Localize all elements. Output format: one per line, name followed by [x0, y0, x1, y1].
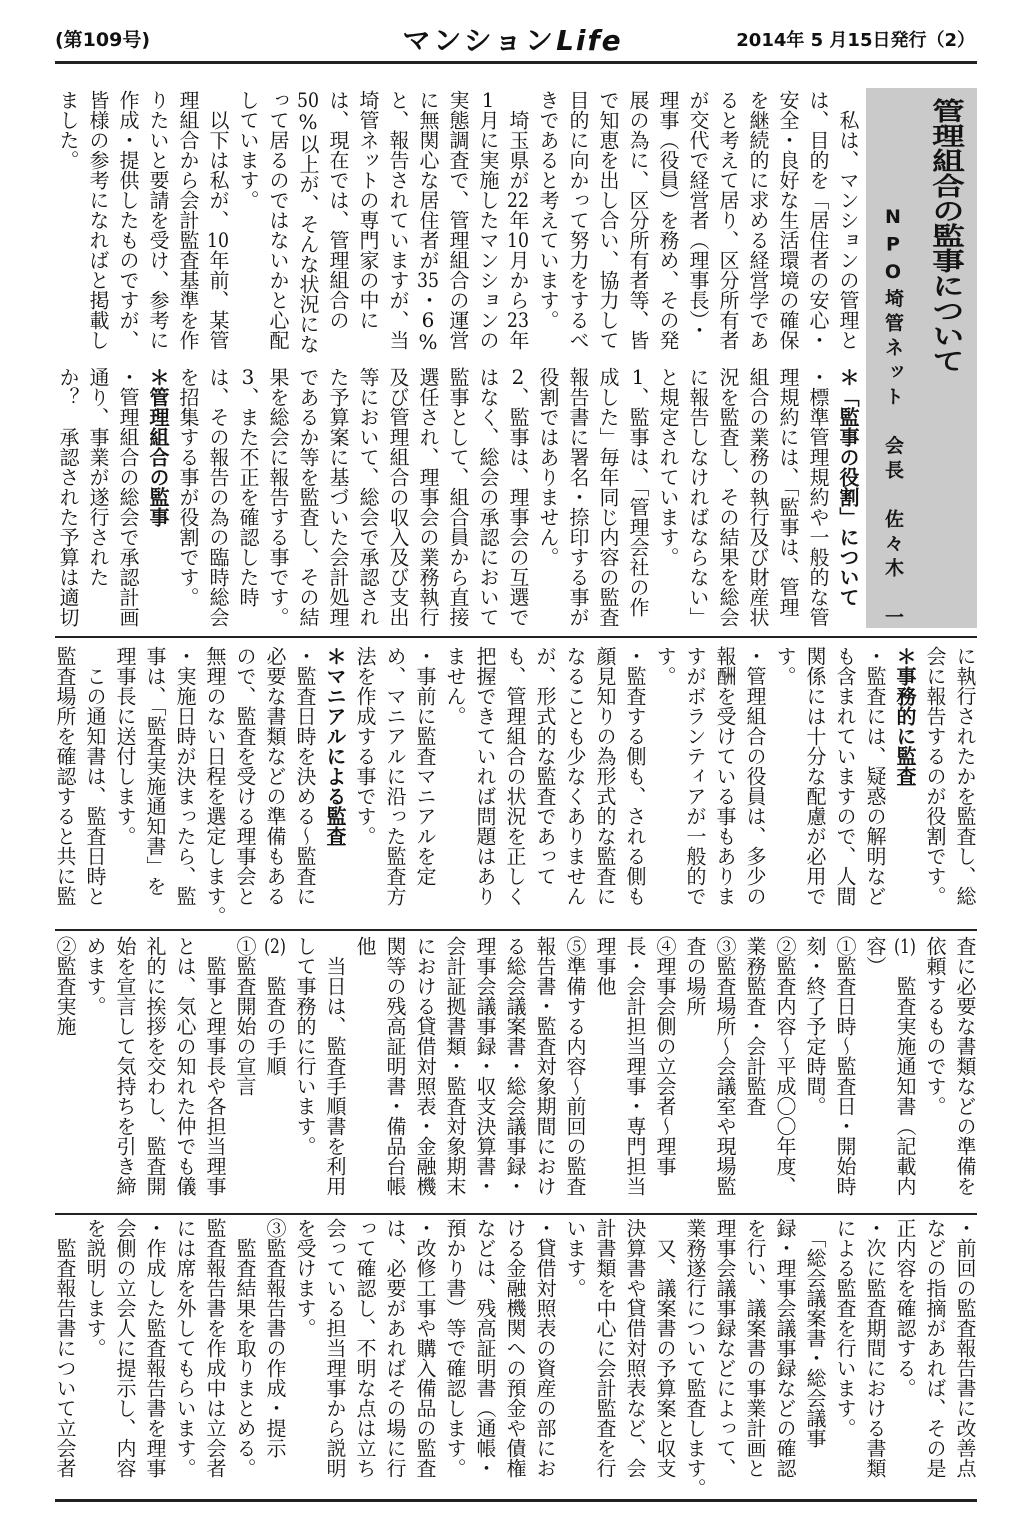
text-column: 実態調査で、管理組合の運営	[446, 90, 470, 350]
text-column: 監査報告書について立会者	[53, 1218, 77, 1478]
text-column: ・標準管理規約や一般的な管	[806, 367, 830, 627]
text-column: 長・会計担当理事・専門担当	[623, 936, 647, 1196]
text-column: 1、監事は、「管理会社の作	[626, 367, 650, 617]
text-column: ③監査報告書の作成・提示	[263, 1218, 287, 1458]
text-column: ました。	[56, 90, 80, 170]
text-column: 報酬を受けている事もありま	[713, 646, 737, 906]
text-column: ②監査内容〜平成〇〇年度、	[773, 936, 797, 1196]
text-column: 業務遂行について監査します。	[683, 1218, 707, 1498]
text-column: には席を外してもらいます。	[173, 1218, 197, 1478]
text-column: めます。	[83, 936, 107, 1016]
text-column: 把握できていれば問題はあり	[473, 646, 497, 906]
text-column: ②監査実施	[53, 936, 77, 1036]
text-column: ・作成した監査報告書を理事	[143, 1218, 167, 1478]
text-column: を行い、議案書の事業計画と	[743, 1218, 767, 1478]
section-heading-column: ＊「監事の役割」について	[836, 367, 860, 607]
text-column: います。	[563, 1218, 587, 1298]
article-tier-2	[50, 646, 980, 926]
text-column: 理組合から会計監査基準を作	[176, 90, 200, 350]
text-column: 2、監事は、理事会の互選で	[506, 367, 530, 627]
text-column: を受けます。	[293, 1218, 317, 1338]
text-column: 理事他	[593, 936, 617, 996]
text-column: ①監査開始の宣言	[233, 936, 257, 1096]
text-column: ません。	[443, 646, 467, 726]
article-tier-4	[50, 1218, 980, 1498]
text-column: と規定されています。	[656, 367, 680, 567]
section-heading-column: ＊マニアルによる監査	[323, 646, 347, 846]
text-column: における貸借対照表・金融機	[413, 936, 437, 1196]
text-column: 会計証拠書類・監査対象期末	[443, 936, 467, 1196]
text-column: って確認し、不明な点は立ち	[353, 1218, 377, 1478]
text-column: 査に必要な書類などの準備を	[953, 936, 977, 1196]
text-column: 理事会議事録・収支決算書・	[473, 936, 497, 1196]
text-column: 目的に向かって努力をするべ	[566, 90, 590, 350]
text-column: 展の為に、区分所有者等、皆	[626, 90, 650, 350]
text-column: で知恵を出し合い、協力して	[596, 90, 620, 350]
text-column: 会側の立会人に提示し、内容	[113, 1218, 137, 1478]
text-column: を説明します。	[83, 1218, 107, 1358]
text-column: 決算書や貸借対照表など、会	[623, 1218, 647, 1478]
text-column: 当日は、監査手順書を利用	[323, 936, 347, 1196]
text-column: 通り、事業が遂行された	[86, 367, 110, 587]
text-column: 組合の業務の執行及び財産状	[746, 367, 770, 627]
text-column: も、管理組合の状況を正しく	[503, 646, 527, 906]
text-column: による監査を行います。	[833, 1218, 857, 1438]
text-column: と、報告されていますが、当	[386, 90, 410, 350]
text-column: 正内容を確認する。	[893, 1218, 917, 1398]
text-column: 関係には十分な配慮が必用で	[803, 646, 827, 906]
text-column: りたいと要請を受け、参考に	[146, 90, 170, 350]
text-column: は、その報告の為の臨時総会	[206, 367, 230, 627]
footer-divider	[55, 1499, 977, 1502]
publication-date: 2014年 5 月15日発行（2）	[736, 30, 975, 51]
text-column: ④理事会側の立会者〜理事	[653, 936, 677, 1176]
text-column: ③監査場所〜会議室や現場監	[713, 936, 737, 1196]
text-column: る総会議案書・総会議事録・	[503, 936, 527, 1196]
text-column: 会に報告するのが役割です。	[923, 646, 947, 906]
text-column: 報告書に署名・捺印する事が	[566, 367, 590, 627]
text-column: 成した」毎年同じ内容の監査	[596, 367, 620, 627]
text-column: 又、議案書の予算案と収支	[653, 1218, 677, 1478]
text-column: しています。	[236, 90, 260, 210]
article-tier-3	[50, 936, 980, 1206]
text-column: ・監査する側も、される側も	[623, 646, 647, 906]
text-column: 監査報告書を作成中は立会者	[203, 1218, 227, 1478]
text-column: 理事（役員）を務め、その発	[656, 90, 680, 350]
section-heading-column: ＊管理組合の監事	[146, 367, 170, 527]
text-column: 及び管理組合の収入及び支出	[386, 367, 410, 627]
text-column: 礼的に挨拶を交わし、監査開	[143, 936, 167, 1196]
text-column: 「総会議案書・総会議事	[803, 1218, 827, 1448]
text-column: 録・理事会議事録などの確認	[773, 1218, 797, 1478]
text-column: ・事前に監査マニアルを定	[413, 646, 437, 886]
text-column: に報告しなければならない」	[686, 367, 710, 627]
text-column: 作成・提供したものですが、	[116, 90, 140, 350]
text-column: ⑤準備する内容〜前回の監査	[563, 936, 587, 1196]
text-column: 事は、「監査実施通知書」を	[143, 646, 167, 896]
tier-divider	[55, 1213, 977, 1215]
text-column: 顔見知りの為形式的な監査に	[593, 646, 617, 906]
text-column: が、形式的な監査であって	[533, 646, 557, 886]
text-column: ・実施日時が決まったら、監	[173, 646, 197, 906]
text-column: 選任され、理事会の業務執行	[416, 367, 440, 627]
text-column: ・前回の監査報告書に改善点	[953, 1218, 977, 1478]
text-column: た予算案に基づいた会計処理	[326, 367, 350, 627]
text-column: は、目的を「居住者の安心・	[806, 90, 830, 350]
text-column: ・次に監査期間における書類	[863, 1218, 887, 1478]
text-column: ・改修工事や購入備品の監査	[413, 1218, 437, 1478]
text-column: 3、また不正を確認した時	[236, 367, 260, 607]
text-column: 他	[353, 936, 377, 956]
text-column: か？ 承認された予算は適切	[56, 367, 80, 627]
text-column: 役割ではありません。	[536, 367, 560, 567]
tier-divider	[55, 636, 977, 638]
article-tier-1-upper	[53, 90, 863, 352]
article-title: 管理組合の監事について	[927, 98, 966, 373]
text-column: 報告書・監査対象期間におけ	[533, 936, 557, 1196]
text-column: 会っている担当理事から説明	[323, 1218, 347, 1478]
text-column: 埼玉県が22年10月から23年	[506, 90, 530, 350]
text-column: 理事長に送付します。	[113, 646, 137, 846]
text-column: 以下は私が、10年前、某管	[206, 90, 230, 350]
text-column: ・監査には、疑惑の解明など	[863, 646, 887, 906]
text-column: は、必要があればその場に行	[383, 1218, 407, 1478]
text-column: 無理のない日程を選定します。	[203, 646, 227, 926]
text-column: すがボランティアが一般的で	[683, 646, 707, 906]
text-column: は、現在では、管理組合の	[326, 90, 350, 330]
text-column: め、マニアルに沿った監査方	[383, 646, 407, 906]
text-column: 始を宣言して気持ちを引き締	[113, 936, 137, 1196]
text-column: 監査結果を取りまとめる。	[233, 1218, 257, 1478]
text-column: って居るのではないかと心配	[266, 90, 290, 350]
text-column: 況を監査し、その結果を総会	[716, 367, 740, 627]
text-column: などの指摘があれば、その是	[923, 1218, 947, 1478]
text-column: ける金融機関への預金や債権	[503, 1218, 527, 1478]
text-column: 1月に実施したマンションの	[476, 90, 500, 350]
text-column: 理事会議事録などによって、	[713, 1218, 737, 1478]
text-column: とは、気心の知れた仲でも儀	[173, 936, 197, 1196]
text-column: ると考えて居り、区分所有者	[716, 90, 740, 350]
text-column: きであると考えています。	[536, 90, 560, 330]
text-column: 刻・終了予定時間。	[803, 936, 827, 1116]
text-column: 法を作成する事です。	[353, 646, 377, 846]
text-column: ①監査日時〜監査日・開始時	[833, 936, 857, 1196]
text-column: 埼管ネットの専門家の中に	[356, 90, 380, 330]
header-divider	[55, 61, 977, 64]
text-column: (1) 監査実施通知書（記載内	[893, 936, 917, 1196]
text-column: ・貸借対照表の資産の部にお	[533, 1218, 557, 1478]
text-column: なることも少なくありません	[563, 646, 587, 906]
text-column: も含まれていますので、人間	[833, 646, 857, 906]
title-box	[866, 88, 977, 632]
section-heading-column: ＊事務的に監査	[893, 646, 917, 786]
text-column: す。	[773, 646, 797, 686]
text-column: (2) 監査の手順	[263, 936, 287, 1076]
text-column: 関等の残高証明書・備品台帳	[383, 936, 407, 1196]
article-byline: NPO埼管ネット 会長 佐々木 一	[882, 206, 904, 632]
text-column: ・管理組合の役員は、多少の	[743, 646, 767, 906]
logo-accent-text: Life	[556, 24, 623, 57]
text-column: 必要な書類などの準備もある	[263, 646, 287, 906]
text-column: 容）	[863, 936, 887, 976]
text-column: 業務監査・会計監査	[743, 936, 767, 1116]
text-column: 安全・良好な生活環境の確保	[776, 90, 800, 350]
text-column: 依頼するものです。	[923, 936, 947, 1116]
text-column: ・監査日時を決める〜監査に	[293, 646, 317, 906]
text-column: す。	[653, 646, 677, 686]
text-column: を継続的に求める経営学であ	[746, 90, 770, 350]
text-column: 預かり書）等で確認します。	[443, 1218, 467, 1478]
text-column: を招集する事が役割です。	[176, 367, 200, 607]
text-column: に無関心な居住者が35・6%	[416, 90, 440, 354]
text-column: 査の場所	[683, 936, 707, 1016]
article-tier-1-lower	[53, 367, 863, 629]
text-column: はなく、総会の承認において	[476, 367, 500, 627]
text-column: などは、残高証明書（通帳・	[473, 1218, 497, 1478]
text-column: 監事と理事長や各担当理事	[203, 936, 227, 1196]
text-column: であるか等を監査し、その結	[296, 367, 320, 627]
text-column: に執行されたかを監査し、総	[953, 646, 977, 906]
issue-number: (第109号)	[55, 29, 151, 51]
text-column: 等において、総会で承認され	[356, 367, 380, 627]
text-column: 50%以上が、そんな状況にな	[296, 90, 320, 354]
text-column: ・管理組合の総会で承認計画	[116, 367, 140, 627]
text-column: 監査場所を確認すると共に監	[53, 646, 77, 906]
text-column: 計書類を中心に会計監査を行	[593, 1218, 617, 1478]
text-column: が交代で経営者（理事長）・	[686, 90, 710, 340]
logo-main-text: マンション	[402, 24, 557, 57]
text-column: 私は、マンションの管理と	[836, 90, 860, 350]
text-column: この通知書は、監査日時と	[83, 646, 107, 906]
text-column: 監事として、組合員から直接	[446, 367, 470, 627]
tier-divider	[55, 929, 977, 931]
text-column: して事務的に行います。	[293, 936, 317, 1156]
text-column: 理規約には、「監事は、管理	[776, 367, 800, 617]
text-column: ので、監査を受ける理事会と	[233, 646, 257, 906]
text-column: 果を総会に報告する事です。	[266, 367, 290, 627]
text-column: 皆様の参考になればと掲載し	[86, 90, 110, 350]
